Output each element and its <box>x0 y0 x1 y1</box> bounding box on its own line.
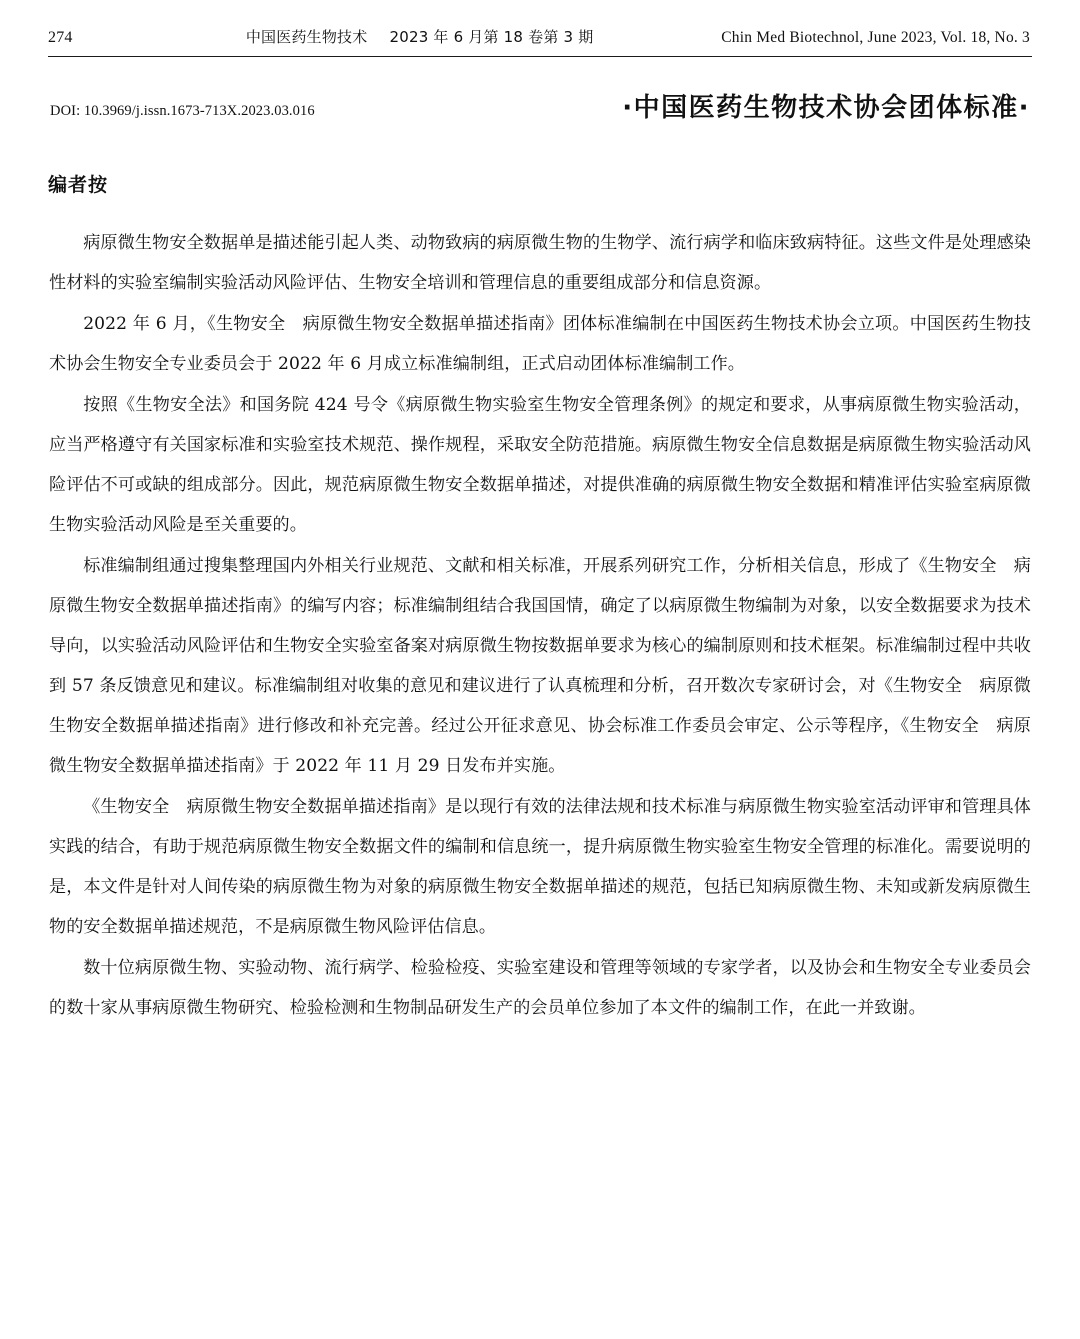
meta-row <box>46 87 1034 124</box>
paragraph: 《生物安全 病原微生物安全数据单描述指南》是以现行有效的法律法规和技术标准与病原微生物实验室活动评审和管理具体实践的结合，有助于规范病原微生物安全数据文件的编制和信息统一，提升病原微生物实验室生物安全管理的标准化。需要说明的是，本文件是针对人间传染的病原微生物为对象的病原微生物安全数据单描述的规范，包括已知病原微生物、未知或新发病原微生物的安全数据单描述规范，不是病原微生物风险评估信息。 <box>49 797 1031 937</box>
paragraph: 数十位病原微生物、实验动物、流行病学、检验检疫、实验室建设和管理等领域的专家学者，以及协会和生物安全专业委员会的数十家从事病原微生物研究、检验检测和生物制品研发生产的会员单位参加了本文件的编制工作，在此一并致谢。 <box>49 958 1031 1018</box>
header-divider <box>48 56 1032 57</box>
journal-name-en: Chin Med Biotechnol, June 2023, Vol. 18, No. 3 <box>721 29 1030 46</box>
running-head <box>46 26 1034 52</box>
section-heading: 编者按 <box>48 174 109 196</box>
running-head-center <box>118 26 721 47</box>
series-title: ·中国医药生物技术协会团体标准· <box>622 93 1030 123</box>
paragraph: 2022 年 6 月，《生物安全 病原微生物安全数据单描述指南》团体标准编制在中国医药生物技术协会立项。中国医药生物技术协会生物安全专业委员会于 2022 年 6 月成立标准编制组，正式启动团体标准编制工作。 <box>49 314 1031 374</box>
paragraph: 病原微生物安全数据单是描述能引起人类、动物致病的病原微生物的生物学、流行病学和临床致病特征。这些文件是处理感染性材料的实验室编制实验活动风险评估、生物安全培训和管理信息的重要组成部分和信息资源。 <box>49 233 1031 293</box>
issue-info-cn: 2023 年 6 月第 18 卷第 3 期 <box>389 28 594 46</box>
article-body <box>46 223 1034 1028</box>
paragraph: 标准编制组通过搜集整理国内外相关行业规范、文献和相关标准，开展系列研究工作，分析相关信息，形成了《生物安全 病原微生物安全数据单描述指南》的编写内容；标准编制组结合我国国情，确定了以病原微生物编制为对象，以安全数据要求为技术导向，以实验活动风险评估和生物安全实验室备案对病原微生物按数据单要求为核心的编制原则和技术框架。标准编制过程中共收到 57 条反馈意见和建议。标准编制组对收集的意见和建议进行了认真梳理和分析，召开数次专家研讨会，对《生物安全 病原微生物安全数据单描述指南》进行修改和补充完善。经过公开征求意见、协会标准工作委员会审定、公示等程序，《生物安全 病原微生物安全数据单描述指南》于 2022 年 11 月 29 日发布并实施。 <box>49 556 1031 776</box>
journal-name-cn: 中国医药生物技术 <box>245 28 368 46</box>
page-number: 274 <box>48 29 73 46</box>
paragraph: 按照《生物安全法》和国务院 424 号令《病原微生物实验室生物安全管理条例》的规定和要求，从事病原微生物实验活动，应当严格遵守有关国家标准和实验室技术规范、操作规程，采取安全防范措施。病原微生物安全信息数据是病原微生物实验活动风险评估不可或缺的组成部分。因此，规范病原微生物安全数据单描述，对提供准确的病原微生物安全数据和精准评估实验室病原微生物实验活动风险是至关重要的。 <box>49 395 1031 535</box>
doi-text: DOI: 10.3969/j.issn.1673-713X.2023.03.016 <box>50 103 315 119</box>
